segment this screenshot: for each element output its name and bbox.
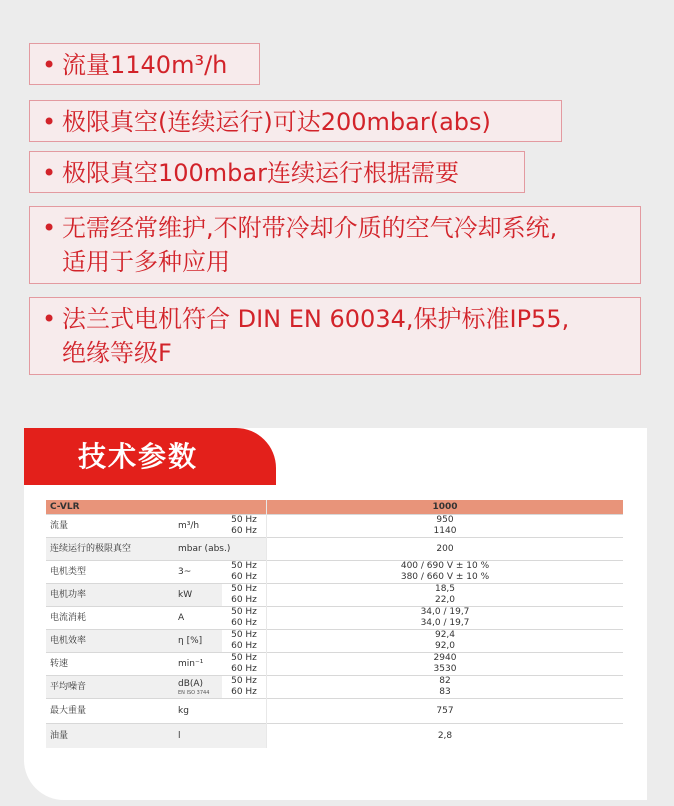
row-value: 2,8 (267, 724, 624, 749)
row-hz: 60 Hz (231, 595, 257, 605)
model-value: 1000 (267, 500, 624, 515)
table-row (46, 561, 623, 573)
feature-vacuum-100 (29, 151, 525, 193)
row-unit: min⁻¹ (174, 653, 222, 676)
row-value: 400 / 690 V ± 10 % (267, 561, 624, 573)
row-value: 92,0 (267, 641, 624, 653)
feature-maintenance (29, 206, 641, 284)
row-name: 最大重量 (46, 699, 174, 724)
feature-text-line1: 法兰式电机符合 DIN EN 60034,保护标准IP55, (62, 305, 570, 333)
row-hz: 50 Hz (222, 630, 267, 642)
spec-table (46, 500, 623, 748)
row-name: 流量 (46, 515, 174, 538)
row-unit: 3~ (174, 561, 222, 584)
row-hz: 50 Hz (222, 653, 267, 665)
row-value: 34,0 / 19,7 (267, 618, 624, 630)
table-row (46, 699, 623, 724)
feature-text-line2: 绝缘等级F (62, 339, 172, 367)
row-unit: m³/h (174, 515, 222, 538)
row-hz: 60 Hz (231, 572, 257, 582)
row-hz: 60 Hz (231, 526, 257, 536)
row-name: 电流消耗 (46, 607, 174, 630)
row-hz: 50 Hz (222, 676, 267, 688)
row-value: 200 (267, 538, 624, 561)
table-row (46, 515, 623, 527)
tech-spec-title: 技术参数 (24, 428, 276, 485)
table-row (46, 653, 623, 665)
bullet-icon: • (42, 51, 57, 79)
table-header-row (46, 500, 623, 515)
row-unit-sub: EN ISO 3744 (178, 689, 210, 696)
row-hz: 60 Hz (231, 664, 257, 674)
row-hz: 60 Hz (231, 641, 257, 651)
table-row (46, 676, 623, 688)
feature-text: 流量1140m³/h (62, 51, 228, 79)
row-unit-main: dB(A) (178, 678, 204, 689)
row-value: 82 (267, 676, 624, 688)
row-hz: 50 Hz (222, 561, 267, 573)
row-value: 1140 (267, 526, 624, 538)
row-unit: kW (174, 584, 222, 607)
row-value: 92,4 (267, 630, 624, 642)
feature-text: 极限真空(连续运行)可达200mbar(abs) (62, 108, 491, 136)
row-value: 3530 (267, 664, 624, 676)
feature-text-line1: 无需经常维护,不附带冷却介质的空气冷却系统, (62, 214, 558, 242)
bullet-icon: • (42, 214, 57, 242)
row-unit: A (174, 607, 222, 630)
row-value: 18,5 (267, 584, 624, 596)
row-name: 连续运行的极限真空 (46, 538, 174, 561)
row-unit: kg (174, 699, 267, 724)
row-hz: 50 Hz (222, 607, 267, 619)
feature-vacuum-continuous (29, 100, 562, 142)
row-value: 2940 (267, 653, 624, 665)
row-value: 757 (267, 699, 624, 724)
table-row (46, 538, 623, 561)
table-row (46, 607, 623, 619)
row-unit (174, 676, 222, 699)
model-label: C-VLR (46, 500, 267, 515)
table-row (46, 724, 623, 749)
table-row (46, 630, 623, 642)
row-name: 电机效率 (46, 630, 174, 653)
row-hz: 50 Hz (222, 515, 267, 527)
feature-text: 极限真空100mbar连续运行根据需要 (62, 159, 459, 187)
row-value: 22,0 (267, 595, 624, 607)
row-hz: 60 Hz (231, 687, 257, 697)
bullet-icon: • (42, 108, 57, 136)
row-unit: η [%] (174, 630, 222, 653)
row-value: 380 / 660 V ± 10 % (267, 572, 624, 584)
row-unit: mbar (abs.) (174, 538, 267, 561)
row-name: 电机类型 (46, 561, 174, 584)
row-value: 83 (267, 687, 624, 699)
row-hz: 60 Hz (231, 618, 257, 628)
feature-flow (29, 43, 260, 85)
feature-motor (29, 297, 641, 375)
table-row (46, 584, 623, 596)
bullet-icon: • (42, 305, 57, 333)
row-name: 转速 (46, 653, 174, 676)
row-value: 34,0 / 19,7 (267, 607, 624, 619)
bullet-icon: • (42, 159, 57, 187)
feature-text-line2: 适用于多种应用 (62, 248, 230, 276)
row-unit: l (174, 724, 267, 749)
row-hz: 50 Hz (222, 584, 267, 596)
row-name: 电机功率 (46, 584, 174, 607)
row-name: 油量 (46, 724, 174, 749)
row-value: 950 (267, 515, 624, 527)
row-name: 平均噪音 (46, 676, 174, 699)
